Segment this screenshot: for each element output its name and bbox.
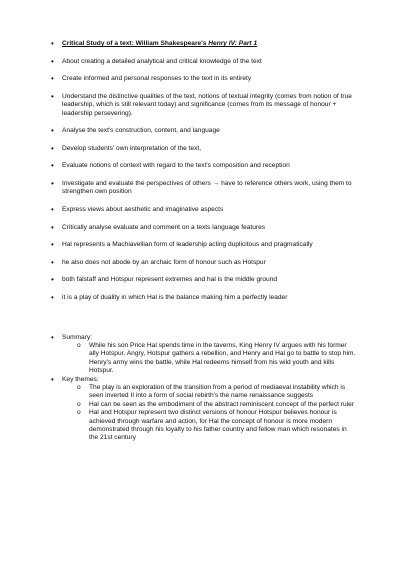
themes-section [62,376,356,443]
summary-list [62,334,356,443]
summary-sublist [62,342,356,376]
title-prefix: Critical Study of a text: William Shakespeare's [62,40,209,47]
list-item: • Create informed and personal responses to the text in its entirety [62,75,356,83]
list-item: • both falstaff and Hotspur represent extremes and hal is the middle ground [62,276,356,284]
document-title [62,40,257,47]
list-item: • Hal represents a Machiavellian form of leadership acting duplicitous and pragmatically [62,241,356,249]
list-item: • he also does not abode by an archaic form of honour such as Hotspur [62,259,356,267]
list-item: • Investigate and evaluate the perspectives of others → have to reference others work, using them to strengthen own position [62,180,356,197]
notes-list [62,40,356,302]
list-item: • Evaluate notions of context with regard to the text's composition and reception [62,162,356,170]
list-item: • Critically analyse evaluate and comment on a texts language features [62,224,356,232]
themes-label: Key themes: [62,375,99,383]
spacer [62,312,356,334]
summary-label: Summary: [62,333,93,341]
list-item: • Develop students' own interpretation of the text, [62,145,356,153]
list-item: • Analyse the text's construction, content, and language [62,127,356,135]
theme-item: o Hal can be seen as the embodiment of the abstract reminiscent concept of the perfect ruler [89,401,356,409]
themes-sublist [62,384,356,443]
list-item: • About creating a detailed analytical and critical knowledge of the text [62,58,356,66]
summary-section [62,334,356,376]
title-bullet [62,40,356,48]
list-item: • it is a play of duality in which Hal is the balance making him a perfectly leader [62,294,356,302]
theme-item: o Hal and Hotspur represent two distinct versions of honour Hotspur believes honour is achieved through warfare and action, for Hal the concept of honour is more modern demonstrated through his loyalty to his father country and fellow man which resonates in the 21st century [89,409,356,443]
summary-item: o While his son Price Hal spends time in the taverns, King Henry IV argues with his former ally Hotspur. Angry, Hotspur gathers a rebellion, and Henry and Hal go to battle to stop him. Henry's army wins the battle, while Hal redeems himself from his wild youth and kills Hotspur. [89,342,356,376]
theme-item: o The play is an exploration of the transition from a period of mediaeval instability which is seen inverted II into a form of social rebirth's the name renaissance suggests [89,384,356,401]
title-play-name: Henry IV: Part 1 [208,40,258,47]
list-item: • Express views about aesthetic and imaginative aspects [62,206,356,214]
list-item: • Understand the distinctive qualities of the text, notions of textual integrity (comes from notion of true leadership, which is still relevant today) and significance (comes from its message of honour + leadership persevering). [62,93,356,118]
